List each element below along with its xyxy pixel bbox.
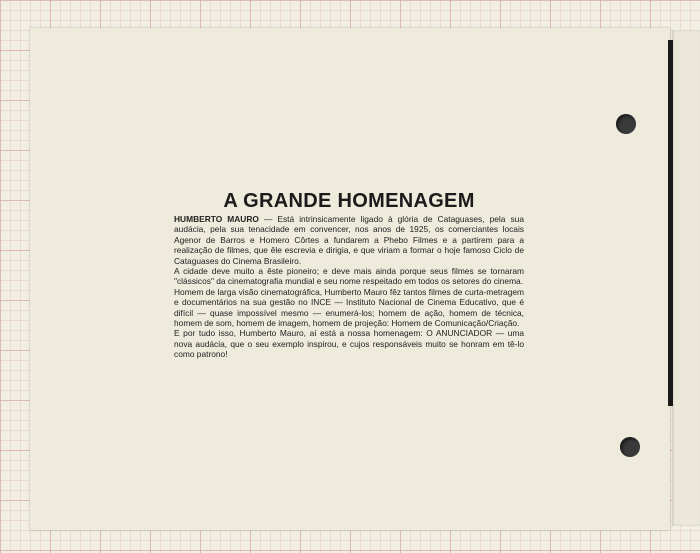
page-title: A GRANDE HOMENAGEM	[223, 190, 475, 212]
lead-name: HUMBERTO MAURO	[174, 214, 259, 224]
paragraph-3: Homem de larga visão cinematográfica, Humberto Mauro fêz tantos filmes de curta-metragem e documentários na sua gestão no INCE — Instituto Nacional de Cinema Educativo, que é difícil — quase impossível mesmo — enumerá-los; homem de ação, homem de técnica, homem de som, homem de imagem, homem de projeção: Homem de Comunicação/Criação.	[174, 286, 524, 329]
paragraph-2: A cidade deve muito a êste pioneiro; e deve mais ainda porque seus filmes se tornaram "clássicos" da cinematografia mundial e seu nome respeitado em todos os setores do cinema.	[174, 266, 524, 287]
paragraph-1-text: — Está intrinsicamente ligado à glória de Cataguases, pela sua audácia, pela sua tenacidade em convencer, nos anos de 1925, os comerciantes locais Agenor de Barros e Homero Côrtes a fundarem a Phebo Filmes e a partirem para a realização de filmes, que êle escrevia e dirigia, e que viriam a formar o hoje famoso Ciclo de Cataguases do Cinema Brasileiro.	[174, 214, 524, 266]
paragraph-4: E por tudo isso, Humberto Mauro, aí está a nossa homenagem: O ANUNCIADOR — uma nova audácia, que o seu exemplo inspirou, e cujos responsáveis muito se honram em tê-lo como patrono!	[174, 328, 524, 360]
punch-hole-bottom	[620, 437, 640, 457]
punch-hole-top	[616, 114, 636, 134]
article	[174, 190, 524, 360]
paragraph-1	[174, 214, 524, 266]
binding-spine	[668, 40, 673, 406]
next-page-edge	[672, 30, 700, 526]
